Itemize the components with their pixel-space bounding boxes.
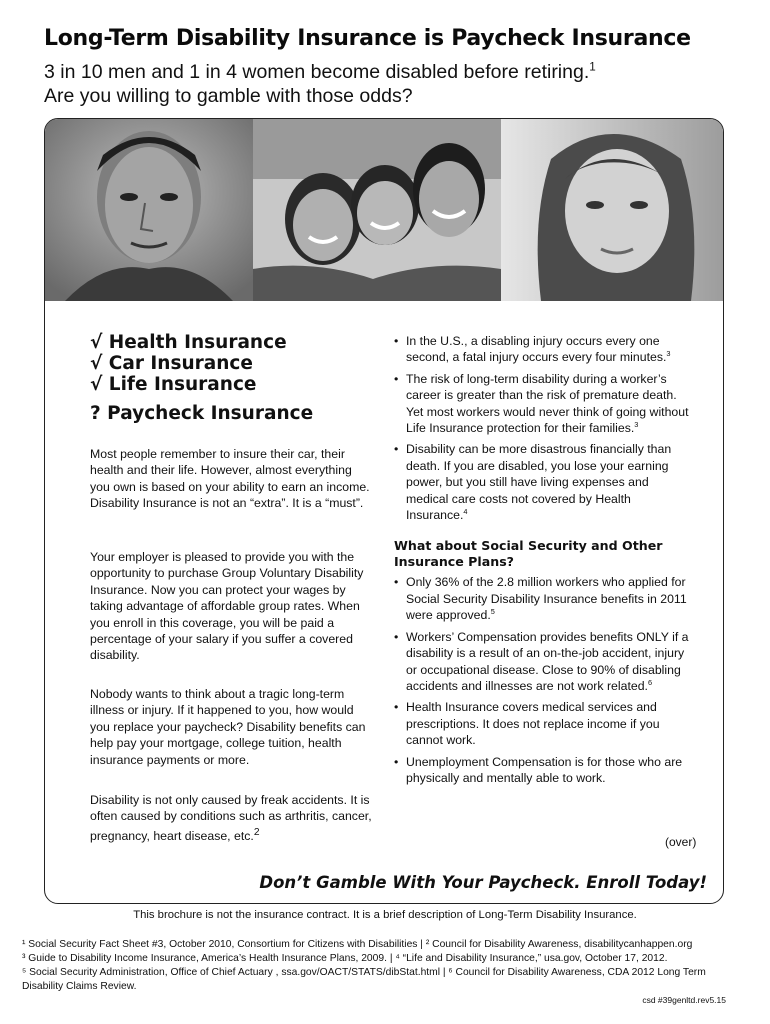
photo-family	[253, 119, 501, 301]
checklist-question: ? Paycheck Insurance	[90, 403, 314, 424]
footnote-line: ³ Guide to Disability Income Insurance, America’s Health Insurance Plans, 2009. | ⁴ “Life and Disability Insurance,” usa.gov, October 17, 2012.	[22, 953, 668, 964]
content-card	[44, 118, 724, 904]
list-item	[394, 754, 694, 787]
checklist-item: √ Health Insurance	[90, 332, 287, 353]
list-item	[394, 371, 694, 437]
subtitle-line-2: Are you willing to gamble with those odds?	[44, 85, 413, 107]
footnote-line: Disability Claims Review.	[22, 981, 137, 992]
document-code: csd #39genltd.rev5.15	[642, 995, 726, 1005]
subtitle-footnote-ref: 1	[589, 60, 596, 74]
right-column	[394, 333, 694, 791]
employer-paragraph: Your employer is pleased to provide you with the opportunity to purchase Group Voluntary Disability Insurance. Now you can protect your wages by taking advantage of affordable group rates. When you enroll in this coverage, you will be paid a percentage of your salary if you suffer a covered disability.	[90, 550, 364, 663]
causes-text: Disability is not only caused by freak accidents. It is often caused by conditions such as arthritis, cancer, pregnancy, heart disease, etc.	[90, 793, 372, 843]
footnotes	[22, 938, 752, 994]
call-to-action: Don’t Gamble With Your Paycheck. Enroll Today!	[259, 873, 707, 892]
intro-paragraph: Most people remember to insure their car, their health and their life. However, almost everything you own is based on your ability to earn an income. Disability Insurance is not an “extra”. It is a “must”.	[90, 447, 370, 511]
footnote-ref: 3	[634, 419, 639, 429]
plans-list	[394, 574, 694, 786]
footnote-ref: 3	[666, 349, 671, 359]
list-item	[394, 629, 694, 695]
fact-text: In the U.S., a disabling injury occurs every one second, a fatal injury occurs every four minutes.	[406, 334, 667, 365]
checklist-item: √ Life Insurance	[90, 374, 257, 395]
list-item	[394, 333, 694, 366]
fact-text: The risk of long-term disability during a worker’s career is greater than the risk of premature death. Yet most workers would never think of going without Life Insurance protection for their families.	[406, 371, 689, 436]
plan-text: Workers’ Compensation provides benefits ONLY if a disability is a result of an on-the-job accident, injury or occupational disease. Close to 90% of disabling accidents and illnesses are not work related.	[406, 629, 689, 693]
list-item	[394, 574, 694, 623]
causes-paragraph	[90, 792, 372, 844]
replace-paycheck-paragraph: Nobody wants to think about a tragic long-term illness or injury. If it happened to you, how would you replace your paycheck? Disability benefits can help pay your mortgage, college tuition, health insurance payments or more.	[90, 687, 366, 767]
fact-text: Disability can be more disastrous financially than death. If you are disabled, you lose your earning power, but you still have living expenses and medical care costs not covered by Health Insurance.	[406, 442, 672, 523]
plan-text: Health Insurance covers medical services and prescriptions. It does not replace income if you cannot work.	[406, 700, 660, 748]
footnote-ref: 5	[490, 607, 495, 617]
photo-woman	[501, 119, 724, 301]
subtitle-line-1: 3 in 10 men and 1 in 4 women become disabled before retiring.	[44, 61, 590, 83]
disclaimer: This brochure is not the insurance contract. It is a brief description of Long-Term Disability Insurance.	[133, 909, 637, 921]
photo-strip	[45, 119, 724, 301]
over-indicator: (over)	[665, 835, 697, 849]
footnote-ref: 2	[253, 826, 260, 838]
coverage-checklist	[90, 332, 287, 395]
checklist-item: √ Car Insurance	[90, 353, 253, 374]
footnote-ref: 6	[647, 677, 653, 687]
facts-list	[394, 333, 694, 523]
list-item	[394, 441, 694, 523]
footnote-ref: 4	[463, 506, 468, 516]
photo-man	[45, 119, 253, 301]
page-subtitle	[44, 60, 724, 108]
footnote-line: ⁵ Social Security Administration, Office of Chief Actuary , ssa.gov/OACT/STATS/dibStat.html | ⁶ Council for Disability Awareness, CDA 2012 Long Term	[22, 967, 706, 978]
plan-text: Unemployment Compensation is for those who are physically and mentally able to work.	[406, 754, 683, 785]
footnote-line: ¹ Social Security Fact Sheet #3, October 2010, Consortium for Citizens with Disabilities | ² Council for Disability Awareness, disabilitycanhappen.org	[22, 939, 693, 950]
page-title: Long-Term Disability Insurance is Paycheck Insurance	[44, 26, 691, 51]
list-item	[394, 699, 694, 748]
section-heading: What about Social Security and Other Insurance Plans?	[394, 538, 663, 570]
plan-text: Only 36% of the 2.8 million workers who applied for Social Security Disability Insurance benefits in 2011 were approved.	[406, 575, 687, 623]
